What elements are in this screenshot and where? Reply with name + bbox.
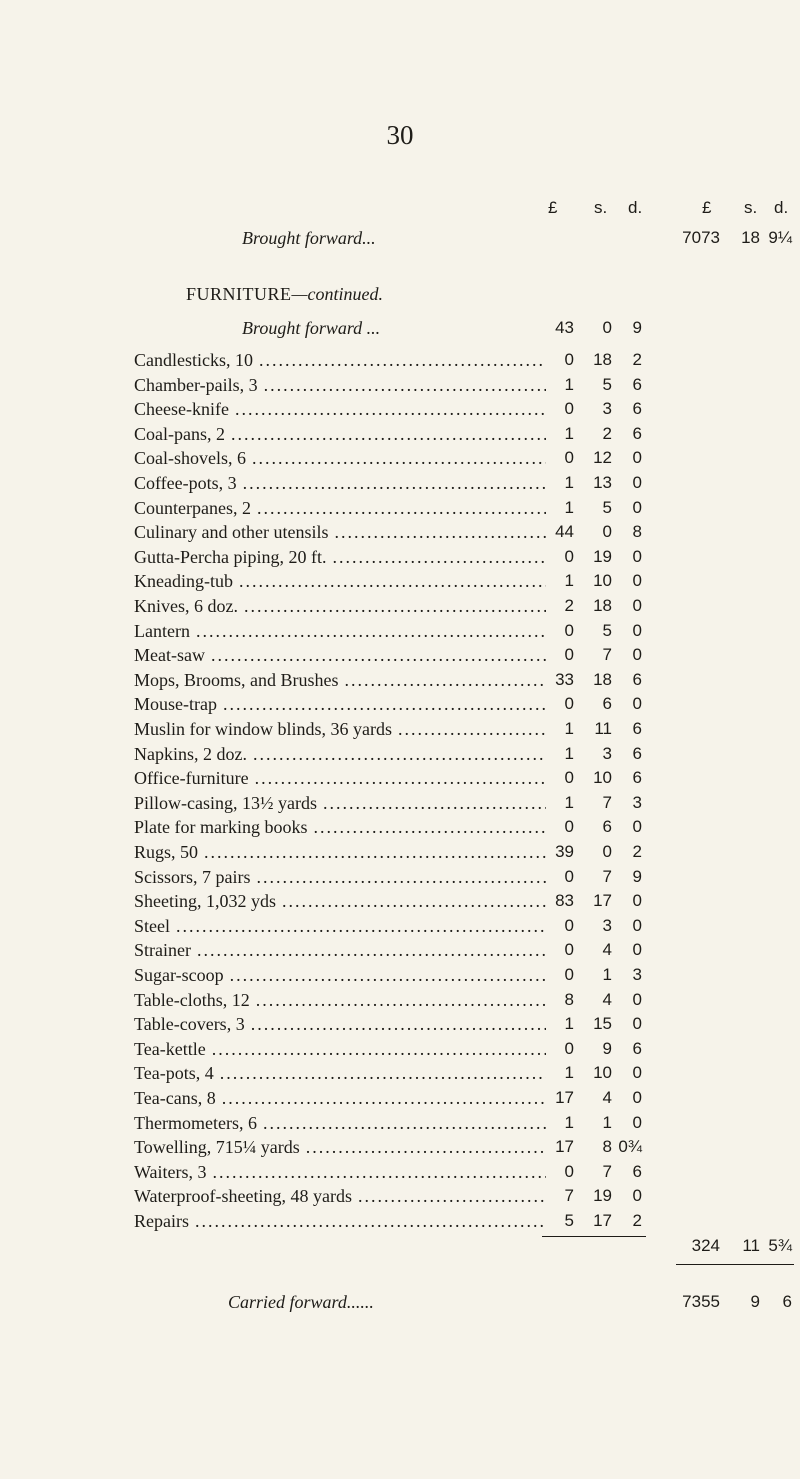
leader-dots <box>213 1160 546 1184</box>
item-row <box>0 692 800 716</box>
section-total-pence: 5¾ <box>768 1236 792 1255</box>
item-pence: 8 <box>632 522 642 542</box>
item-pounds: 0 <box>564 817 574 837</box>
leader-dots <box>243 471 546 495</box>
item-pence: 6 <box>632 423 642 443</box>
item-pence: 0 <box>632 620 642 640</box>
item-description-cell <box>134 865 546 889</box>
item-row <box>0 446 800 470</box>
leader-dots <box>252 446 546 470</box>
item-description: Waterproof-sheeting, 48 yards <box>134 1186 352 1207</box>
item-pounds: 0 <box>564 940 574 960</box>
item-description-cell <box>134 1209 546 1233</box>
item-shillings: 7 <box>602 866 612 886</box>
item-description: Culinary and other utensils <box>134 522 329 543</box>
item-description-cell <box>134 1012 546 1036</box>
item-pounds: 33 <box>555 669 574 689</box>
item-description: Table-covers, 3 <box>134 1014 245 1035</box>
item-pounds: 0 <box>564 620 574 640</box>
leader-dots <box>195 1209 546 1233</box>
brought-forward-label: Brought forward... <box>242 228 376 248</box>
item-description: Plate for marking books <box>134 817 308 838</box>
item-pence: 6 <box>632 1038 642 1058</box>
item-pounds: 39 <box>555 842 574 861</box>
item-pounds: 7 <box>564 1186 574 1206</box>
item-description-cell <box>134 446 546 470</box>
item-description: Meat-saw <box>134 645 205 666</box>
item-shillings: 6 <box>602 694 612 714</box>
item-description-cell <box>134 1160 546 1184</box>
item-description: Thermometers, 6 <box>134 1112 257 1133</box>
item-description-cell <box>134 742 546 766</box>
page-number: 30 <box>386 120 414 150</box>
item-pounds: 0 <box>564 866 574 886</box>
item-pence: 6 <box>632 768 642 788</box>
leader-dots <box>244 594 546 618</box>
item-shillings: 7 <box>602 1161 612 1181</box>
item-shillings: 15 <box>593 1014 612 1034</box>
leader-dots <box>264 373 546 397</box>
item-pence: 2 <box>632 350 642 369</box>
item-row <box>0 373 800 397</box>
item-shillings: 0 <box>602 522 612 542</box>
item-description-cell <box>134 1184 546 1208</box>
item-description-cell <box>134 422 546 446</box>
leader-dots <box>256 988 546 1012</box>
carried-forward-row <box>0 1290 800 1314</box>
item-description: Mops, Brooms, and Brushes <box>134 669 339 690</box>
leader-dots <box>253 742 546 766</box>
item-pounds: 1 <box>564 1112 574 1132</box>
leader-dots <box>257 865 547 889</box>
item-pence: 0 <box>632 989 642 1009</box>
leader-dots <box>223 692 546 716</box>
item-description: Tea-pots, 4 <box>134 1063 214 1084</box>
section-total-row <box>0 1234 800 1258</box>
item-pence: 0 <box>632 571 642 591</box>
item-shillings: 18 <box>593 350 612 369</box>
item-description-cell <box>134 397 546 421</box>
item-pounds: 1 <box>564 1063 574 1083</box>
item-pounds: 44 <box>555 522 574 542</box>
item-description-cell <box>134 643 546 667</box>
sub-brought-forward-pounds: 43 <box>555 318 574 337</box>
item-description-cell <box>134 1135 546 1159</box>
leader-dots <box>334 520 546 544</box>
item-description-cell <box>134 791 546 815</box>
item-row <box>0 1111 800 1135</box>
item-description: Waiters, 3 <box>134 1161 207 1182</box>
item-row <box>0 1184 800 1208</box>
column-header-total-pence: d. <box>774 198 789 217</box>
item-shillings: 8 <box>602 1137 612 1157</box>
section-heading-title: FURNITURE <box>186 284 292 304</box>
item-row <box>0 520 800 544</box>
leader-dots <box>263 1111 546 1135</box>
item-row <box>0 1209 800 1233</box>
item-shillings: 6 <box>602 817 612 837</box>
leader-dots <box>235 397 546 421</box>
item-pence: 0 <box>632 1014 642 1034</box>
item-shillings: 5 <box>602 497 612 517</box>
item-description-cell <box>134 594 546 618</box>
item-row <box>0 988 800 1012</box>
item-description: Coal-pans, 2 <box>134 423 225 444</box>
item-pounds: 1 <box>564 374 574 394</box>
leader-dots <box>231 422 546 446</box>
sub-brought-forward-pence: 9 <box>632 318 642 337</box>
item-description: Pillow-casing, 13½ yards <box>134 792 317 813</box>
item-description: Napkins, 2 doz. <box>134 743 247 764</box>
item-shillings: 19 <box>593 546 612 566</box>
item-description-cell <box>134 1111 546 1135</box>
item-description-cell <box>134 545 546 569</box>
item-pounds: 0 <box>564 1161 574 1181</box>
item-shillings: 18 <box>593 596 612 615</box>
item-shillings: 10 <box>593 1063 612 1083</box>
sub-brought-forward-row <box>0 316 800 340</box>
item-description: Sugar-scoop <box>134 965 224 985</box>
item-row <box>0 594 800 618</box>
item-pounds: 0 <box>564 965 574 984</box>
item-description-cell <box>134 569 546 593</box>
item-row <box>0 766 800 790</box>
leader-dots <box>323 791 546 815</box>
item-pence: 0 <box>632 1186 642 1206</box>
item-pence: 0 <box>632 596 642 615</box>
item-description-cell <box>134 938 546 962</box>
item-pounds: 0 <box>564 694 574 714</box>
item-pence: 0 <box>632 448 642 468</box>
item-pounds: 17 <box>555 1137 574 1157</box>
item-row <box>0 569 800 593</box>
item-pounds: 83 <box>555 891 574 911</box>
item-pence: 0 <box>632 546 642 566</box>
item-row <box>0 865 800 889</box>
item-row <box>0 1086 800 1110</box>
item-description: Office-furniture <box>134 768 249 789</box>
item-shillings: 0 <box>602 842 612 861</box>
item-row <box>0 422 800 446</box>
item-description-cell <box>134 619 546 643</box>
item-description: Coal-shovels, 6 <box>134 448 246 469</box>
item-pence: 0 <box>632 891 642 911</box>
item-row <box>0 643 800 667</box>
item-shillings: 19 <box>593 1186 612 1206</box>
item-description: Rugs, 50 <box>134 842 199 862</box>
item-pounds: 1 <box>564 571 574 591</box>
item-shillings: 11 <box>594 719 612 738</box>
item-description: Counterpanes, 2 <box>134 497 251 518</box>
item-shillings: 18 <box>593 669 612 689</box>
item-row <box>0 668 800 692</box>
item-description-cell <box>134 348 546 372</box>
item-description: Muslin for window blinds, 36 yards <box>134 719 392 739</box>
item-shillings: 10 <box>593 571 612 591</box>
item-pounds: 0 <box>564 448 574 468</box>
item-row <box>0 963 800 987</box>
item-pence: 0 <box>632 817 642 837</box>
item-pounds: 0 <box>564 350 574 369</box>
leader-dots <box>332 545 546 569</box>
carried-forward-shillings: 9 <box>750 1292 760 1311</box>
item-shillings: 9 <box>602 1038 612 1058</box>
item-pounds: 0 <box>564 399 574 419</box>
item-shillings: 10 <box>593 768 612 788</box>
total-rule <box>676 1264 794 1265</box>
item-shillings: 4 <box>602 989 612 1009</box>
item-shillings: 13 <box>593 473 612 492</box>
item-row <box>0 914 800 938</box>
item-description-cell <box>134 1061 546 1085</box>
item-description: Cheese-knife <box>134 399 229 420</box>
item-description: Chamber-pails, 3 <box>134 374 258 395</box>
item-row <box>0 1037 800 1061</box>
item-row <box>0 1012 800 1036</box>
item-description-cell <box>134 963 546 987</box>
item-pence: 6 <box>632 374 642 394</box>
brought-forward-shillings: 18 <box>741 228 760 247</box>
leader-dots <box>358 1184 546 1208</box>
item-pounds: 1 <box>564 743 574 763</box>
leader-dots <box>259 348 546 372</box>
item-pounds: 1 <box>564 497 574 517</box>
item-description: Tea-cans, 8 <box>134 1088 216 1108</box>
sub-brought-forward-shillings: 0 <box>602 318 612 337</box>
item-row <box>0 545 800 569</box>
item-pence: 0 <box>632 1088 642 1107</box>
item-description-cell <box>134 766 546 790</box>
item-description-cell <box>134 840 546 864</box>
item-pounds: 1 <box>564 1014 574 1034</box>
item-row <box>0 717 800 741</box>
leader-dots <box>204 840 546 864</box>
item-pounds: 0 <box>564 1038 574 1058</box>
item-pence: 0 <box>632 1112 642 1132</box>
leader-dots <box>212 1037 546 1061</box>
item-pounds: 1 <box>564 473 574 492</box>
leader-dots <box>176 914 546 938</box>
leader-dots <box>196 619 546 643</box>
leader-dots <box>230 963 546 987</box>
item-shillings: 4 <box>602 1088 612 1107</box>
item-pounds: 1 <box>564 719 574 738</box>
item-shillings: 12 <box>593 448 612 468</box>
item-shillings: 3 <box>602 915 612 935</box>
item-description-cell <box>134 717 546 741</box>
section-heading-continued: —continued. <box>291 284 384 304</box>
leader-dots <box>255 766 546 790</box>
item-shillings: 1 <box>602 965 612 984</box>
item-description: Candlesticks, 10 <box>134 350 253 370</box>
item-shillings: 5 <box>602 374 612 394</box>
item-pence: 6 <box>632 1161 642 1181</box>
leader-dots <box>345 668 546 692</box>
item-pence: 9 <box>632 866 642 886</box>
section-total-pounds: 324 <box>691 1236 720 1255</box>
leader-dots <box>197 938 546 962</box>
item-row <box>0 1160 800 1184</box>
item-description: Steel <box>134 915 170 936</box>
item-description-cell <box>134 692 546 716</box>
item-description: Gutta-Percha piping, 20 ft. <box>134 546 327 567</box>
item-description: Scissors, 7 pairs <box>134 866 251 887</box>
item-description-cell <box>134 815 546 839</box>
item-row <box>0 397 800 421</box>
item-row <box>0 840 800 864</box>
item-shillings: 5 <box>602 620 612 640</box>
column-header-pence: d. <box>628 198 643 217</box>
item-row <box>0 742 800 766</box>
item-pounds: 8 <box>564 989 574 1009</box>
column-header-total-pounds: £ <box>702 198 712 217</box>
leader-dots <box>306 1135 546 1159</box>
leader-dots <box>257 496 546 520</box>
item-description: Mouse-trap <box>134 694 217 715</box>
leader-dots <box>282 889 546 913</box>
item-description: Knives, 6 doz. <box>134 596 238 616</box>
leader-dots <box>313 815 546 839</box>
item-row <box>0 348 800 372</box>
item-shillings: 17 <box>593 891 612 911</box>
item-pence: 3 <box>632 965 642 984</box>
item-row <box>0 815 800 839</box>
brought-forward-row <box>0 226 800 250</box>
column-header-total-shillings: s. <box>744 198 758 217</box>
item-description: Towelling, 715¼ yards <box>134 1137 300 1158</box>
item-description-cell <box>134 668 546 692</box>
item-pounds: 1 <box>564 423 574 443</box>
item-description: Coffee-pots, 3 <box>134 473 237 493</box>
section-total-shillings: 11 <box>742 1236 760 1255</box>
item-description-cell <box>134 373 546 397</box>
item-pence: 0¾ <box>618 1137 642 1157</box>
item-pence: 3 <box>632 792 642 812</box>
item-description: Kneading-tub <box>134 571 233 592</box>
item-shillings: 2 <box>602 423 612 443</box>
item-shillings: 3 <box>602 399 612 419</box>
section-heading <box>0 282 800 306</box>
item-row <box>0 791 800 815</box>
item-description-cell <box>134 914 546 938</box>
item-pounds: 0 <box>564 645 574 665</box>
item-pence: 0 <box>632 497 642 517</box>
item-row <box>0 496 800 520</box>
item-description-cell <box>134 496 546 520</box>
carried-forward-pounds: 7355 <box>682 1292 720 1311</box>
carried-forward-pence: 6 <box>782 1292 792 1311</box>
item-pence: 2 <box>632 842 642 861</box>
item-row <box>0 471 800 495</box>
item-pence: 0 <box>632 940 642 960</box>
item-description-cell <box>134 889 546 913</box>
item-description: Strainer <box>134 940 191 961</box>
column-header-pounds: £ <box>548 198 558 217</box>
item-pounds: 5 <box>564 1211 574 1230</box>
item-row <box>0 1061 800 1085</box>
leader-dots <box>239 569 546 593</box>
item-shillings: 3 <box>602 743 612 763</box>
item-description: Sheeting, 1,032 yds <box>134 891 276 912</box>
item-pence: 6 <box>632 669 642 689</box>
item-shillings: 17 <box>593 1211 612 1230</box>
item-pence: 0 <box>632 1063 642 1083</box>
item-row <box>0 889 800 913</box>
item-pounds: 2 <box>564 596 574 615</box>
leader-dots <box>398 717 546 741</box>
item-shillings: 7 <box>602 792 612 812</box>
item-pence: 2 <box>632 1211 642 1230</box>
leader-dots <box>251 1012 546 1036</box>
leader-dots <box>211 643 546 667</box>
sub-brought-forward-label: Brought forward ... <box>242 318 381 338</box>
item-row <box>0 938 800 962</box>
item-pounds: 17 <box>555 1088 574 1107</box>
item-description-cell <box>134 471 546 495</box>
column-header-shillings: s. <box>594 198 608 217</box>
item-row <box>0 1135 800 1159</box>
item-row <box>0 619 800 643</box>
brought-forward-pounds: 7073 <box>682 228 720 247</box>
item-description: Repairs <box>134 1211 189 1231</box>
item-shillings: 1 <box>602 1112 612 1132</box>
brought-forward-pence: 9¼ <box>768 228 792 247</box>
item-description-cell <box>134 988 546 1012</box>
item-pence: 0 <box>632 694 642 714</box>
item-description-cell <box>134 520 546 544</box>
item-pounds: 1 <box>564 792 574 812</box>
item-description-cell <box>134 1037 546 1061</box>
leader-dots <box>220 1061 546 1085</box>
item-shillings: 4 <box>602 940 612 960</box>
item-description: Tea-kettle <box>134 1038 206 1059</box>
item-pence: 0 <box>632 915 642 935</box>
item-description: Table-cloths, 12 <box>134 989 250 1010</box>
item-pounds: 0 <box>564 915 574 935</box>
item-pence: 6 <box>632 719 642 738</box>
carried-forward-label: Carried forward...... <box>228 1292 374 1312</box>
item-pounds: 0 <box>564 768 574 788</box>
item-description: Lantern <box>134 620 190 641</box>
item-pence: 0 <box>632 473 642 492</box>
item-pence: 6 <box>632 743 642 763</box>
item-shillings: 7 <box>602 645 612 665</box>
item-pounds: 0 <box>564 546 574 566</box>
item-description-cell <box>134 1086 546 1110</box>
item-pence: 0 <box>632 645 642 665</box>
item-pence: 6 <box>632 399 642 419</box>
leader-dots <box>222 1086 546 1110</box>
